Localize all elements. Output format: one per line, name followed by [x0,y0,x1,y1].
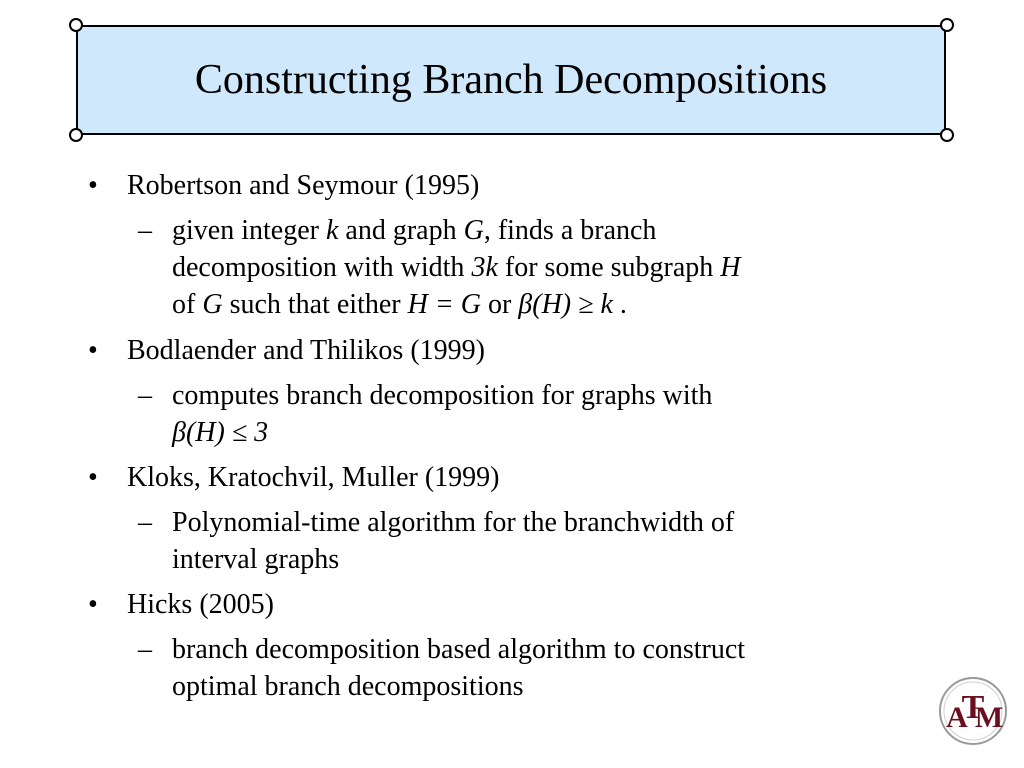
sub-item-hicks-line2: optimal branch decompositions [172,671,524,702]
sub-bullet-marker: – [138,507,152,538]
logo-letter-a: A [946,701,968,734]
logo-letter-m: M [974,701,1004,734]
math-beta-h-geq-k: β(H) ≥ k [518,289,613,320]
text-segment: for some subgraph [497,252,721,283]
sub-bullet-marker: – [138,215,152,246]
text-segment: and graph [338,215,464,246]
bullet-marker: • [88,170,98,201]
math-h: H [720,252,741,283]
sub-item-robertson-line2 [172,250,741,286]
sub-item-robertson-line1 [172,213,656,249]
bullet-bodlaender-thilikos: Bodlaender and Thilikos (1999) [127,335,485,366]
text-segment: , finds a branch [483,215,657,246]
text-segment: decomposition with width [172,252,472,283]
math-3k: 3k [471,252,498,283]
text-segment: such that either [222,289,408,320]
math-g: G [202,289,223,320]
bullet-marker: • [88,462,98,493]
bullet-robertson-seymour: Robertson and Seymour (1995) [127,170,480,201]
sub-item-kloks-line2: interval graphs [172,544,340,575]
sub-bullet-marker: – [138,380,152,411]
sub-item-robertson-line3 [172,287,627,323]
math-k: k [325,215,339,246]
bullet-hicks: Hicks (2005) [127,589,274,620]
sub-item-bodlaender-line1: computes branch decomposition for graphs with [172,380,713,411]
text-segment: of [172,289,203,320]
text-segment: . [612,289,627,320]
text-segment: or [480,289,519,320]
sub-bullet-marker: – [138,634,152,665]
logo-letter-t: T [961,689,985,726]
sub-item-kloks-line1: Polynomial-time algorithm for the branchwidth of [172,507,735,538]
bullet-marker: • [88,589,98,620]
sub-item-hicks-line1: branch decomposition based algorithm to construct [172,634,746,665]
texas-am-logo-icon [938,676,1008,746]
bullet-marker: • [88,335,98,366]
sub-item-bodlaender-line2: β(H) ≤ 3 [172,417,269,448]
math-h-equals-g: H = G [407,289,481,320]
slide-title[interactable]: Constructing Branch Decompositions [194,57,828,103]
text-segment: given integer [172,215,326,246]
bullet-kloks-kratochvil-muller: Kloks, Kratochvil, Muller (1999) [127,462,500,493]
math-g: G [463,215,484,246]
